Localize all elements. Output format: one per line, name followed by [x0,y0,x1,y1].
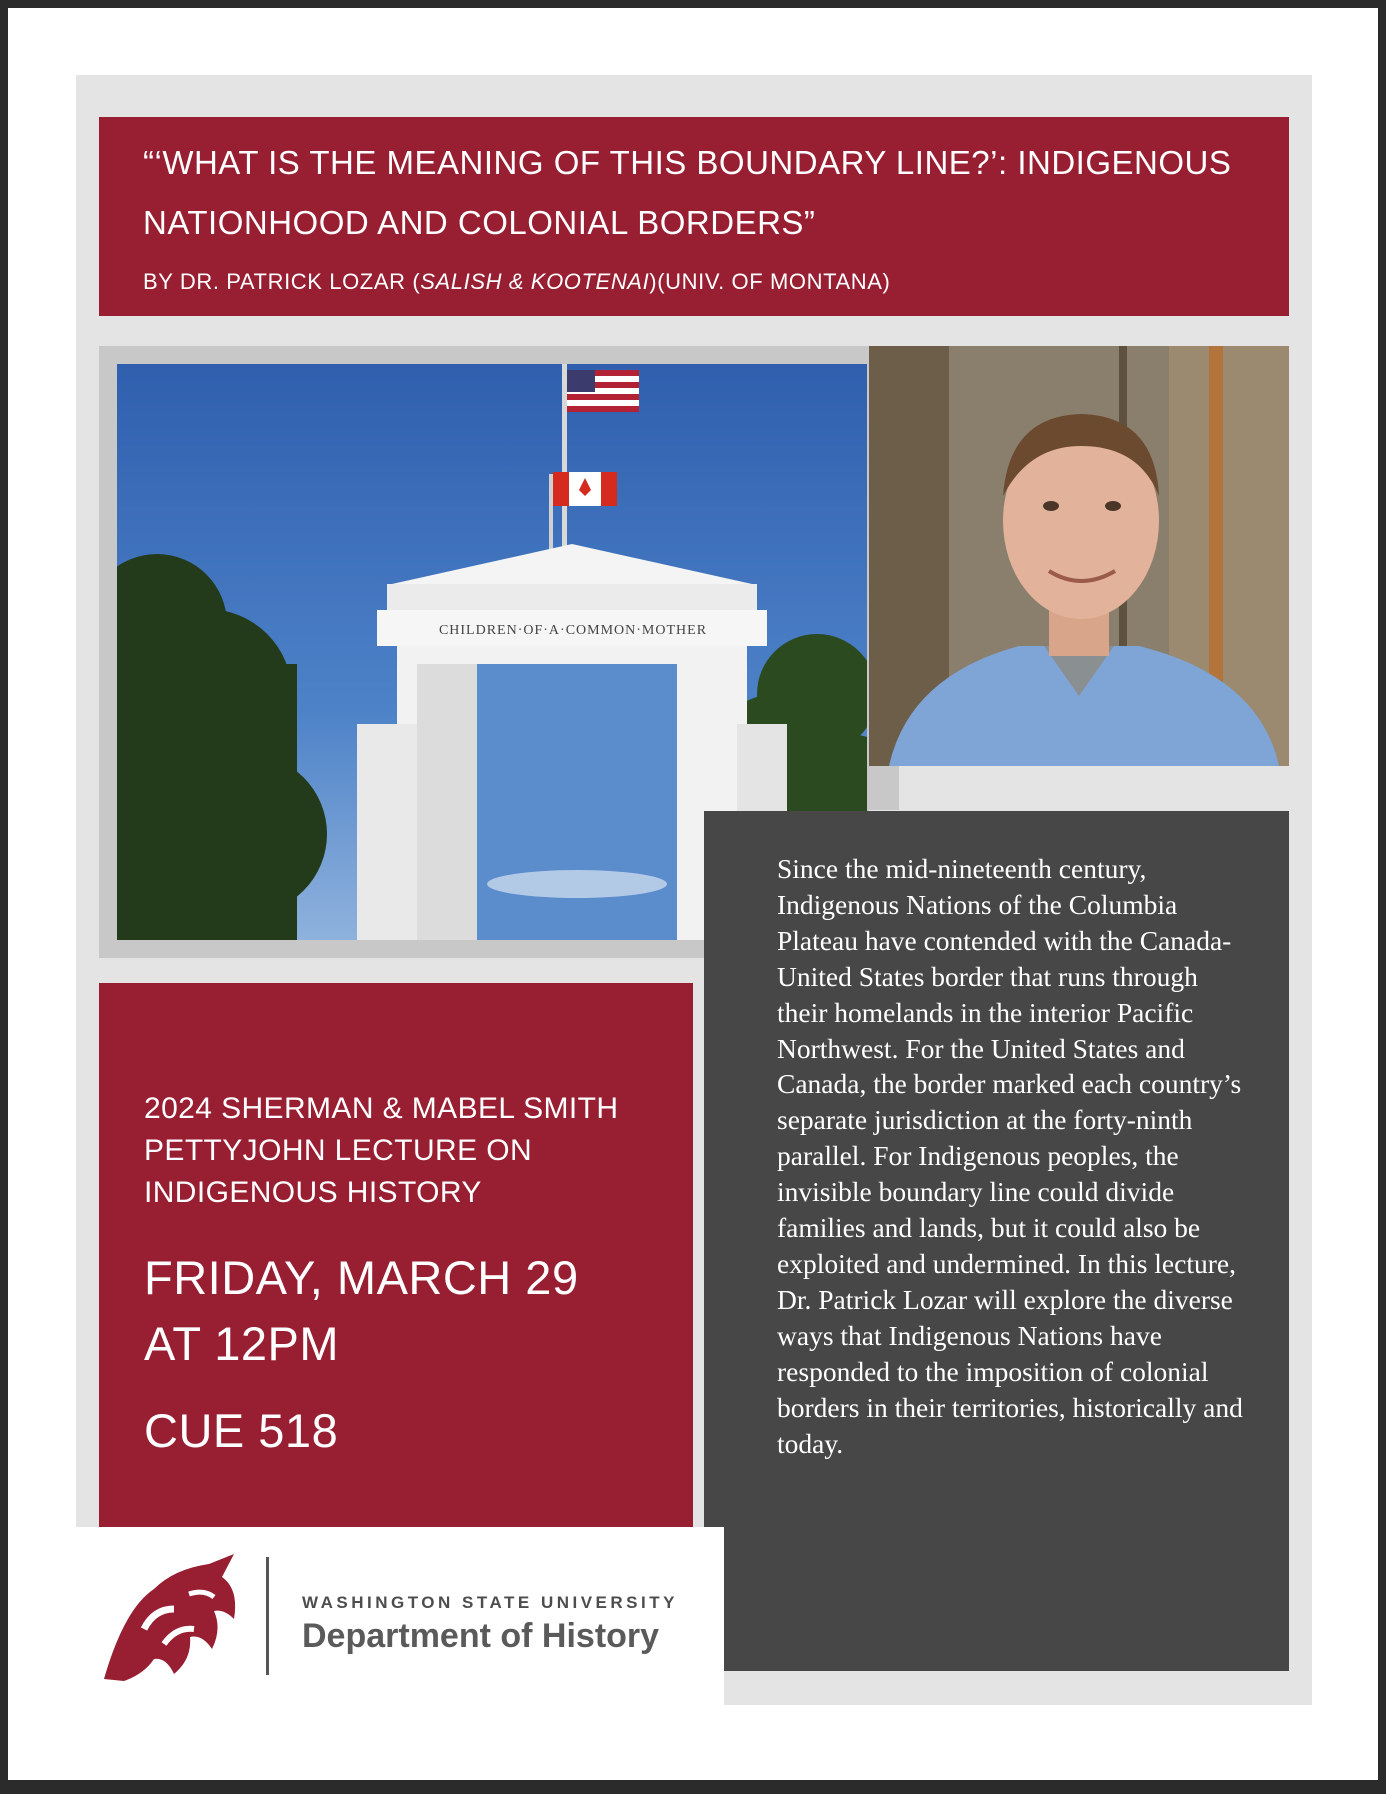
byline-affiliation: SALISH & KOOTENAI [420,269,650,294]
footer-logo-block [76,1527,724,1705]
speaker-byline [143,269,890,295]
byline-suffix: )(UNIV. OF MONTANA) [649,269,891,294]
wsu-cougar-logo-icon [94,1549,244,1689]
university-name: WASHINGTON STATE UNIVERSITY [302,1593,678,1612]
frame-corner [869,766,899,810]
lecture-description: Since the mid-nineteenth century, Indigenous Nations of the Columbia Plateau have contended with the Canada-United States border that runs through their homelands in the interior Pacific Northwest. For the United States and Canada, the border marked each country’s separate jurisdiction at the forty-ninth parallel. For Indigenous peoples, the invisible boundary line could divide families and lands, but it could also be exploited and undermined. In this lecture, Dr. Patrick Lozar will explore the diverse ways that Indigenous Nations have responded to the imposition of colonial borders in their territories, historically and today. [777,853,1243,1459]
description-box [704,811,1289,1671]
canada-flag [553,472,617,506]
event-location: CUE 518 [144,1404,339,1457]
event-date-time: AT 12PM [144,1317,340,1370]
us-flag [567,370,639,412]
title-banner [99,117,1289,316]
byline-prefix: BY DR. PATRICK LOZAR ( [143,269,421,294]
speaker-photo [869,346,1289,766]
event-date [144,1245,664,1377]
department-name: Department of History [302,1617,660,1655]
event-info-box [99,983,693,1528]
speaker-portrait [869,346,1289,766]
logo-divider [266,1557,269,1675]
lecture-series: 2024 SHERMAN & MABEL SMITH PETTYJOHN LECTURE ON INDIGENOUS HISTORY [144,1092,619,1209]
event-date-day: FRIDAY, MARCH 29 [144,1251,579,1304]
arch-inscription: CHILDREN·OF·A·COMMON·MOTHER [438,623,708,638]
lecture-title: “‘WHAT IS THE MEANING OF THIS BOUNDARY LINE?’: INDIGENOUS NATIONHOOD AND COLONIAL BORDERS” [143,144,1232,241]
